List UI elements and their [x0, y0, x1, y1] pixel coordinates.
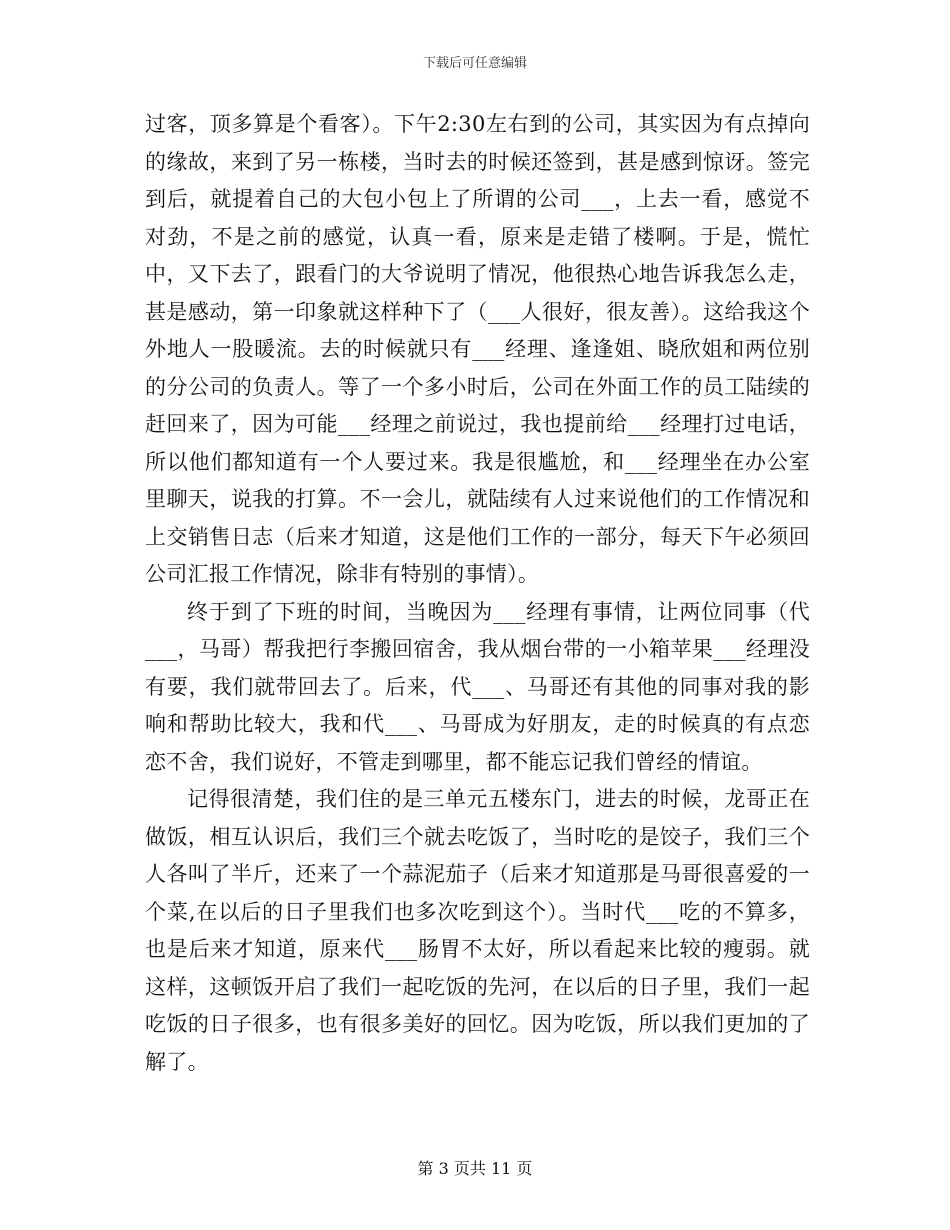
paragraph-3: 记得很清楚，我们住的是三单元五楼东门，进去的时候，龙哥正在做饭，相互认识后，我们三个就去吃饭了，当时吃的是饺子，我们三个人各叫了半斤，还来了一个蒜泥茄子（后来才知道那是马哥很喜爱的一个菜,在以后的日子里我们也多次吃到这个）。当时代___吃的不算多，也是后来才知道，原来代___肠胃不太好，所以看起来比较的瘦弱。就这样，这顿饭开启了我们一起吃饭的先河，在以后的日子里，我们一起吃饭的日子很多，也有很多美好的回忆。因为吃饭，所以我们更加的了解了。	[145, 787, 810, 1074]
paragraph-1: 过客，顶多算是个看客）。下午2:30左右到的公司，其实因为有点掉向的缘故，来到了另一栋楼，当时去的时候还签到，甚是感到惊讶。签完到后，就提着自己的大包小包上了所谓的公司___，上去一看，感觉不对劲，不是之前的感觉，认真一看，原来是走错了楼啊。于是，慌忙中，又下去了，跟看门的大爷说明了情况，他很热心地告诉我怎么走，甚是感动，第一印象就这样种下了（___人很好，很友善）。这给我这个外地人一股暖流。去的时候就只有___经理、逢逢姐、晓欣姐和两位别的分公司的负责人。等了一个多小时后，公司在外面工作的员工陆续的赶回来了，因为可能___经理之前说过，我也提前给___经理打过电话，所以他们都知道有一个人要过来。我是很尴尬，和___经理坐在办公室里聊天，说我的打算。不一会儿，就陆续有人过来说他们的工作情况和上交销售日志（后来才知道，这是他们工作的一部分，每天下午必须回公司汇报工作情况，除非有特别的事情）。	[145, 112, 810, 586]
paragraph-2: 终于到了下班的时间，当晚因为___经理有事情，让两位同事（代___，马哥）帮我把行李搬回宿舍，我从烟台带的一小箱苹果___经理没有要，我们就带回去了。后来，代___、马哥还有其他的同事对我的影响和帮助比较大，我和代___、马哥成为好朋友，走的时候真的有点恋恋不舍，我们说好，不管走到哪里，都不能忘记我们曾经的情谊。	[145, 599, 810, 774]
page-footer: 第 3 页共 11 页	[417, 1159, 533, 1178]
document-body	[145, 106, 810, 1081]
page-header: 下载后可任意编辑	[422, 56, 527, 71]
